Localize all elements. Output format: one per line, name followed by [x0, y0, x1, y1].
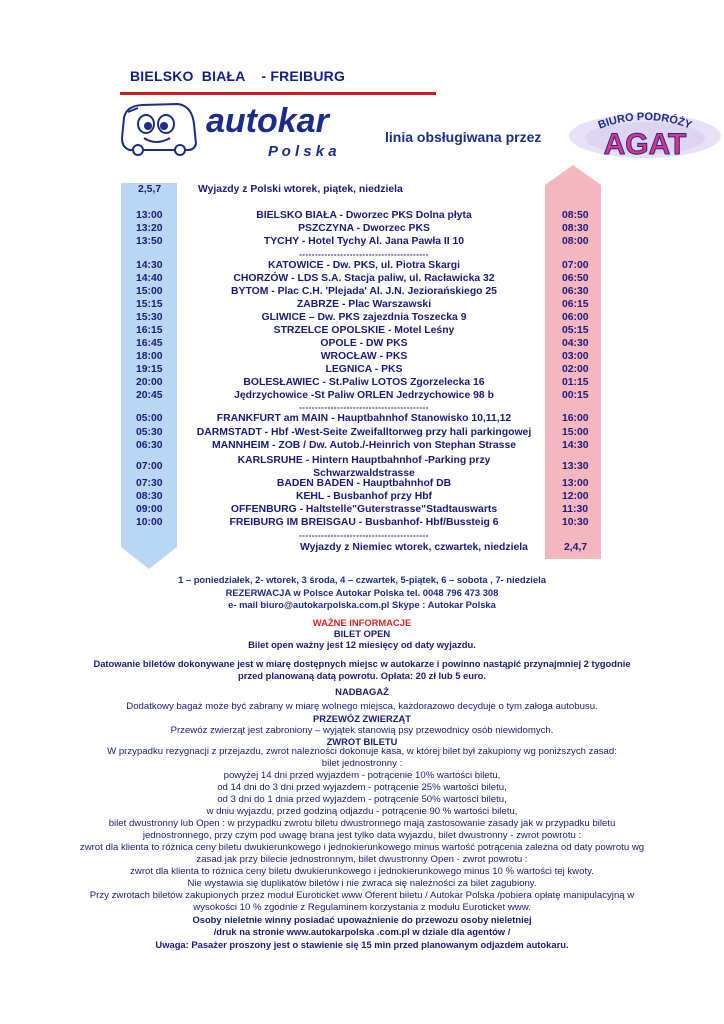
- timetable-row: [0, 390, 724, 403]
- stop-name: Jędrzychowice -St Paliw ORLEN Jedrzychowice 98 b: [234, 390, 494, 401]
- timetable-separator: -----------------------------------------: [299, 403, 429, 412]
- timetable-row: [0, 286, 724, 299]
- animals-heading: PRZEWÓZ ZWIERZĄT: [313, 713, 411, 724]
- stop-name: TYCHY - Hotel Tychy Al. Jana Pawła II 10: [263, 236, 465, 247]
- animals-text: Przewóz zwierząt jest zabroniony – wyjątek stanowią psy przewodnicy osób niewidomych.: [170, 725, 554, 736]
- timetable-row: [0, 413, 724, 426]
- outbound-time: 13:20: [136, 223, 163, 234]
- timetable-row: [0, 455, 724, 479]
- stop-name: BADEN BADEN - Hauptbahnhof DB: [276, 478, 452, 489]
- important-info-heading: WAŻNE INFORMACJE: [312, 617, 412, 628]
- agat-logo: [566, 108, 724, 160]
- stop-name: DARMSTADT - Hbf -West-Seite Zweifalltorweg przy hali parkingowej: [196, 427, 532, 438]
- inbound-time: 06:30: [562, 286, 589, 297]
- outbound-header-row: [0, 184, 724, 197]
- stop-name: PSZCZYNA - Dworzec PKS: [298, 223, 430, 234]
- refund-line: wysokości 10 % zgodnie z Regulaminem korzystania z modułu Euroticket www.: [193, 902, 531, 913]
- refund-line: zwrot dla klienta to różnica ceny biletu dwukierunkowego i jednokierunkowego minus wartość potrącenia zależna od daty powrotu wg: [79, 842, 645, 853]
- refund-line: powyżej 14 dni przed wyjazdem - potrącenie 10% wartości biletu,: [223, 770, 501, 781]
- outbound-time: 10:00: [136, 517, 163, 528]
- outbound-time: 20:00: [136, 377, 163, 388]
- stop-name: ZABRZE - Plac Warszawski: [296, 299, 432, 310]
- inbound-days-code: 2,4,7: [564, 542, 588, 553]
- timetable-row: [0, 210, 724, 223]
- notice-line: /druk na stronie www.autokarpolska .com.pl w dziale dla agentów /: [213, 926, 511, 937]
- timetable-row: [0, 273, 724, 286]
- dating-text-1: Datowanie biletów dokonywane jest w miarę dostępnych miejsc w autokarze i powinno nastąpić przynajmniej 2 tygodnie: [93, 658, 631, 669]
- inbound-time: 05:15: [562, 325, 589, 336]
- stop-name: LEGNICA - PKS: [325, 364, 403, 375]
- refund-line: bilet dwustronny lub Open : w przypadku zwrotu biletu dwustronnego mają zastosowanie zasady jak w przypadku biletu: [108, 818, 616, 829]
- title-divider: [120, 92, 436, 95]
- stop-name: CHORZÓW - LDS S.A. Stacja paliw, ul. Racławicka 32: [233, 273, 495, 284]
- refund-line: od 14 dni do 3 dni przed wyjazdem - potrącenie 25% wartości biletu,: [217, 782, 507, 793]
- timetable-row: [0, 223, 724, 236]
- inbound-time: 04:30: [562, 338, 589, 349]
- stop-name: KARLSRUHE - Hintern Hauptbahnhof -Parking przy: [237, 455, 491, 466]
- inbound-time: 11:30: [562, 504, 589, 515]
- timetable-row: [0, 427, 724, 440]
- days-legend: 1 – poniedziałek, 2- wtorek, 3 środa, 4 – czwartek, 5-piątek, 6 – sobota , 7- niedziela: [178, 574, 546, 585]
- inbound-time: 06:00: [562, 312, 589, 323]
- stop-name-continued: Schwarzwaldstrasse: [313, 468, 415, 479]
- inbound-time: 10:30: [562, 517, 589, 528]
- stop-name: BOLESŁAWIEC - St.Paliw LOTOS Zgorzelecka 16: [243, 377, 485, 388]
- refund-line: W przypadku rezygnacji z przejazdu, zwrot należności dokonuje kasa, w której bilet był zakupiony wg poniższych zasad:: [107, 746, 617, 757]
- stop-name: GLIWICE – Dw. PKS zajezdnia Toszecka 9: [261, 312, 467, 323]
- inbound-header-row: [0, 542, 724, 555]
- open-ticket-heading: BILET OPEN: [333, 628, 391, 639]
- timetable-row: [0, 517, 724, 530]
- stop-name: FREIBURG IM BREISGAU - Busbanhof- Hbf/Bussteig 6: [229, 517, 499, 528]
- refund-line: bilet jednostronny :: [321, 758, 403, 769]
- inbound-time: 06:50: [562, 273, 589, 284]
- operated-by-label: linia obsługiwana przez: [385, 129, 542, 145]
- outbound-days-code: 2,5,7: [138, 184, 162, 195]
- inbound-days-label: Wyjazdy z Niemiec wtorek, czwartek, niedziela: [300, 542, 528, 553]
- open-ticket-text: Bilet open ważny jest 12 miesięcy od daty wyjazdu.: [248, 639, 476, 650]
- refund-line: jednostronnego, przy czym pod uwagę brana jest tylko data wyjazdu, bilet dwustronny - zwrot powrotu :: [142, 830, 582, 841]
- stop-name: STRZELCE OPOLSKIE - Motel Leśny: [273, 325, 455, 336]
- timetable-row: [0, 491, 724, 504]
- inbound-time: 03:00: [562, 351, 589, 362]
- autokar-polska-logo: [118, 98, 366, 162]
- outbound-time: 07:30: [136, 478, 163, 489]
- refund-heading: ZWROT BILETU: [326, 736, 398, 747]
- inbound-time: 12:00: [562, 491, 589, 502]
- inbound-time: 01:15: [562, 377, 589, 388]
- logo-word: autokar: [206, 102, 329, 140]
- outbound-time: 14:40: [136, 273, 163, 284]
- logo-sub: P o l s k a: [268, 143, 337, 160]
- outbound-time: 15:15: [136, 299, 163, 310]
- outbound-time: 15:00: [136, 286, 163, 297]
- stop-name: KATOWICE - Dw. PKS, ul. Piotra Skargi: [267, 260, 461, 271]
- outbound-time: 08:30: [136, 491, 163, 502]
- timetable-row: [0, 377, 724, 390]
- refund-line: zasad jak przy bilecie jednostronnym, bilet dwustronny Open - zwrot powrotu :: [196, 854, 528, 865]
- notice-line: Osoby nieletnie winny posiadać upoważnienie do przewozu osoby nieletniej: [192, 914, 532, 925]
- inbound-time: 08:30: [562, 223, 589, 234]
- stop-name: WROCŁAW - PKS: [320, 351, 408, 362]
- inbound-time: 02:00: [562, 364, 589, 375]
- outbound-time: 09:00: [136, 504, 163, 515]
- timetable-row: [0, 260, 724, 273]
- refund-line: zwrot dla klienta to różnica ceny biletu dwukierunkowego i jednokierunkowego minus 10 % wartości tej kwoty.: [130, 866, 594, 877]
- notice-line: Uwaga: Pasażer proszony jest o stawienie się 15 min przed planowanym odjazdem autokaru.: [155, 939, 569, 950]
- outbound-days-label: Wyjazdy z Polski wtorek, piątek, niedziela: [198, 184, 403, 195]
- refund-line: Nie wystawia się duplikatów biletów i nie zwraca się należności za bilet zagubiony.: [187, 878, 537, 889]
- timetable-row: [0, 364, 724, 377]
- agat-name: AGAT: [603, 128, 687, 160]
- outbound-time: 15:30: [136, 312, 163, 323]
- timetable-separator: -----------------------------------------: [299, 250, 429, 259]
- luggage-heading: NADBAGAŻ: [335, 686, 389, 697]
- inbound-time: 07:00: [562, 260, 589, 271]
- inbound-time: 00:15: [562, 390, 589, 401]
- dating-text-2: przed planowaną datą powrotu. Opłata: 20 zł lub 5 euro.: [238, 670, 486, 681]
- timetable-row: [0, 299, 724, 312]
- stop-name: OPOLE - DW PKS: [320, 338, 408, 349]
- stop-name: MANNHEIM - ZOB / Dw. Autob./-Heinrich von Stephan Strasse: [211, 440, 517, 451]
- outbound-time: 05:30: [136, 427, 163, 438]
- inbound-time: 16:00: [562, 413, 589, 424]
- outbound-time: 06:30: [136, 440, 163, 451]
- timetable-row: [0, 325, 724, 338]
- outbound-time: 20:45: [136, 390, 163, 401]
- outbound-time: 13:00: [136, 210, 163, 221]
- stop-name: BYTOM - Plac C.H. 'Plejada' Al. J.N. Jeziorańskiego 25: [231, 286, 497, 297]
- luggage-text: Dodatkowy bagaż może być zabrany w miarę wolnego miejsca, każdorazowo decyduje o tym załoga autobusu.: [126, 701, 598, 712]
- refund-line: od 3 dni do 1 dnia przed wyjazdem - potrącenie 50% wartości biletu,: [217, 794, 507, 805]
- inbound-time: 06:15: [562, 299, 589, 310]
- inbound-time: 13:00: [562, 478, 589, 489]
- outbound-time: 05:00: [136, 413, 163, 424]
- reservation-line: REZERWACJA w Polsce Autokar Polska tel. 0048 796 473 308: [225, 587, 499, 598]
- inbound-time: 08:00: [562, 236, 589, 247]
- stop-name: KEHL - Busbanhof przy Hbf: [295, 491, 433, 502]
- outbound-time: 18:00: [136, 351, 163, 362]
- outbound-time: 16:15: [136, 325, 163, 336]
- refund-line: Przy zwrotach biletów zakupionych przez moduł Euroticket www Oferent biletu / Autokar Polska /pobiera opłatę manipulacyjną w: [89, 890, 635, 901]
- timetable-row: [0, 338, 724, 351]
- timetable-row: [0, 440, 724, 453]
- inbound-time: 15:00: [562, 427, 589, 438]
- outbound-time: 19:15: [136, 364, 163, 375]
- refund-line: w dniu wyjazdu, przed godziną odjazdu - potrącenie 90 % wartości biletu,: [206, 806, 518, 817]
- outbound-time: 13:50: [136, 236, 163, 247]
- route-title: BIELSKO BIAŁA - FREIBURG: [130, 68, 346, 84]
- stop-name: BIELSKO BIAŁA - Dworzec PKS Dolna płyta: [256, 210, 472, 221]
- timetable-row: [0, 351, 724, 364]
- inbound-time: 08:50: [562, 210, 589, 221]
- outbound-time: 07:00: [136, 461, 163, 472]
- outbound-time: 14:30: [136, 260, 163, 271]
- stop-name: FRANKFURT am MAIN - Hauptbahnhof Stanowisko 10,11,12: [216, 413, 512, 424]
- timetable-row: [0, 312, 724, 325]
- timetable-row: [0, 504, 724, 517]
- outbound-time: 16:45: [136, 338, 163, 349]
- agat-arc-text: BIURO PODRÓŻY: [596, 110, 694, 132]
- stop-name: OFFENBURG - Haltstelle"Guterstrasse"Stadtauswarts: [230, 504, 498, 515]
- timetable-separator: -----------------------------------------: [299, 531, 429, 540]
- inbound-time: 14:30: [562, 440, 589, 451]
- contact-line: e- mail biuro@autokarpolska.com.pl Skype : Autokar Polska: [228, 599, 496, 610]
- timetable-row: [0, 478, 724, 491]
- timetable-row: [0, 236, 724, 249]
- inbound-time: 13:30: [562, 461, 589, 472]
- bus-cartoon-icon: [122, 104, 196, 155]
